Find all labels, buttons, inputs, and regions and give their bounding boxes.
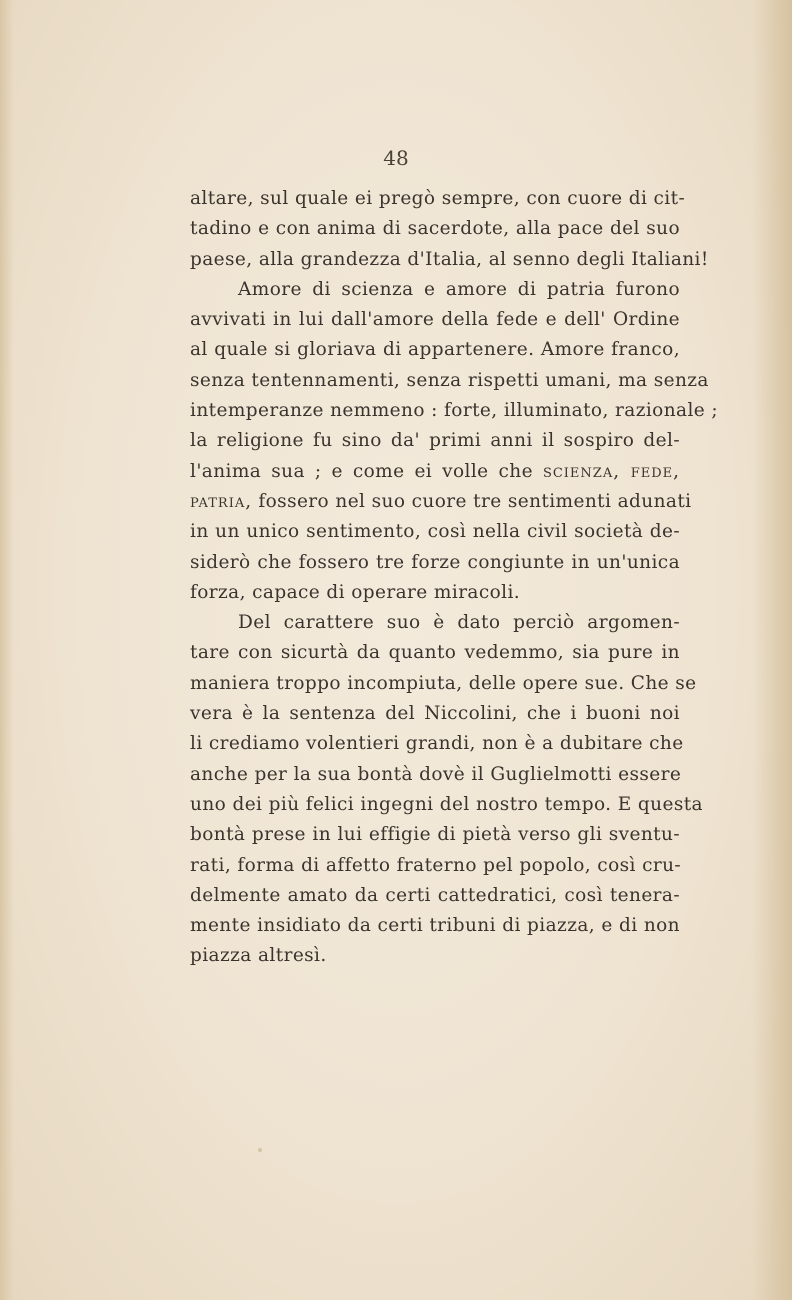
text-line: anche per la sua bontà dovè il Guglielmotti essere — [190, 763, 682, 785]
small-caps-words: scienza, fede, — [542, 460, 680, 482]
text-line: avvivati in lui dall'amore della fede e dell' Ordine — [190, 309, 680, 331]
text-line: uno dei più felici ingegni del nostro tempo. E questa — [190, 793, 703, 815]
page-edge-left — [0, 0, 14, 1300]
page-number: 48 — [383, 146, 409, 170]
text-line: delmente amato da certi cattedratici, così tenera- — [190, 884, 680, 906]
text-line: mente insidiato da certi tribuni di piazza, e di non — [190, 915, 680, 937]
paper-speck — [258, 1148, 262, 1152]
text-line: tare con sicurtà da quanto vedemmo, sia pure in — [190, 642, 680, 664]
text-line: li crediamo volentieri grandi, non è a dubitare che — [190, 733, 684, 755]
small-caps-words: patria, — [190, 490, 253, 512]
text-line: senza tentennamenti, senza rispetti umani, ma senza — [190, 369, 709, 391]
text-span: l'anima sua ; e come ei volle che — [190, 460, 543, 482]
text-line: vera è la sentenza del Niccolini, che i buoni noi — [190, 703, 680, 725]
text-line: maniera troppo incompiuta, delle opere sue. Che se — [190, 672, 697, 694]
text-line: Del carattere suo è dato perciò argomen- — [238, 612, 680, 634]
text-line: rati, forma di affetto fraterno pel popolo, così cru- — [190, 854, 682, 876]
text-line: piazza altresì. — [190, 945, 327, 967]
text-line: Amore di scienza e amore di patria furono — [238, 278, 680, 300]
text-line: la religione fu sino da' primi anni il sospiro del- — [190, 430, 680, 452]
text-line: siderò che fossero tre forze congiunte in un'unica — [190, 551, 680, 573]
text-line: altare, sul quale ei pregò sempre, con cuore di cit- — [190, 188, 686, 209]
text-line: in un unico sentimento, così nella civil società de- — [190, 521, 680, 543]
text-line: intemperanze nemmeno : forte, illuminato, razionale ; — [190, 400, 719, 422]
text-line: paese, alla grandezza d'Italia, al senno degli Italiani! — [190, 248, 709, 270]
text-line: tadino e con anima di sacerdote, alla pace del suo — [190, 218, 680, 240]
text-line: al quale si gloriava di appartenere. Amore franco, — [190, 339, 680, 361]
text-line — [190, 457, 680, 487]
body-text — [190, 184, 719, 972]
text-line: bontà prese in lui effigie di pietà verso gli sventu- — [190, 824, 680, 846]
text-span: fossero nel suo cuore tre sentimenti adunati — [252, 490, 692, 512]
page-edge-right — [752, 0, 792, 1300]
text-line: forza, capace di operare miracoli. — [190, 581, 521, 603]
text-line — [190, 487, 692, 517]
